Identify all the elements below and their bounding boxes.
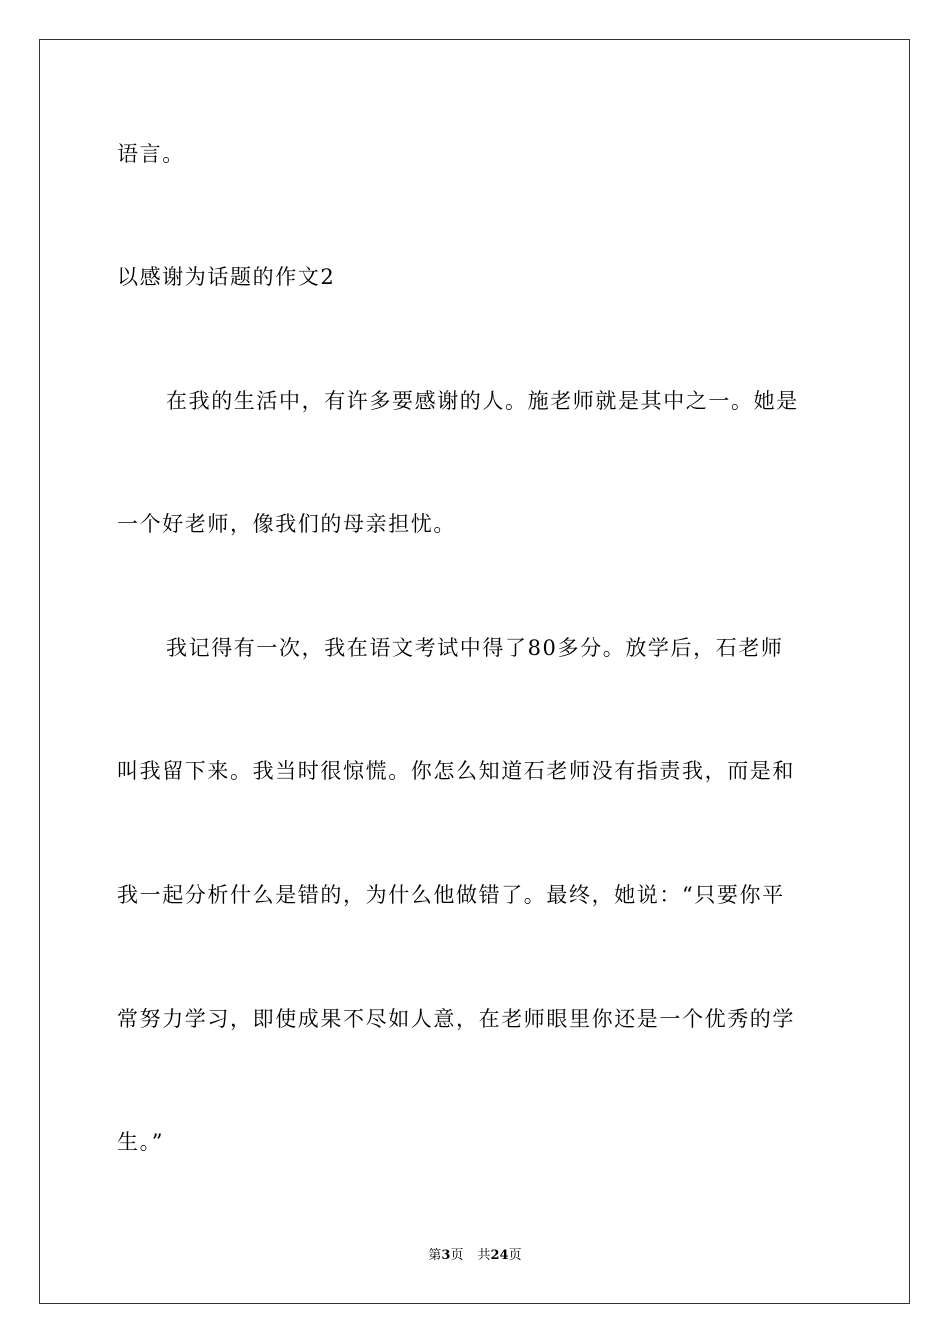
- body-line: 语言。: [117, 142, 185, 166]
- footer-page-prefix: 第: [428, 1248, 442, 1263]
- paragraph-2-line-3: 我一起分析什么是错的，为什么他做错了。最终，她说：“只要你平: [117, 883, 785, 907]
- section-heading: 以感谢为话题的作文2: [117, 265, 336, 289]
- paragraph-2-line-1: 我记得有一次，我在语文考试中得了80多分。放学后，石老师: [166, 636, 784, 660]
- footer-total-suffix: 页: [508, 1248, 522, 1263]
- paragraph-2-line-4: 常努力学习，即使成果不尽如人意，在老师眼里你还是一个优秀的学: [117, 1007, 795, 1031]
- footer-page-suffix: 页: [450, 1248, 464, 1263]
- footer-total-pages: 24: [490, 1248, 509, 1263]
- paragraph-1-line-2: 一个好老师，像我们的母亲担忧。: [117, 512, 456, 536]
- paragraph-2-line-2: 叫我留下来。我当时很惊慌。你怎么知道石老师没有指责我，而是和: [117, 759, 795, 783]
- paragraph-1-line-1: 在我的生活中，有许多要感谢的人。施老师就是其中之一。她是: [166, 389, 799, 413]
- footer-total-prefix: 共: [477, 1248, 491, 1263]
- paragraph-2-line-5: 生。”: [117, 1130, 165, 1154]
- page-footer: [0, 1247, 950, 1265]
- footer-page-number: 3: [441, 1248, 451, 1263]
- page-border: [39, 39, 910, 1304]
